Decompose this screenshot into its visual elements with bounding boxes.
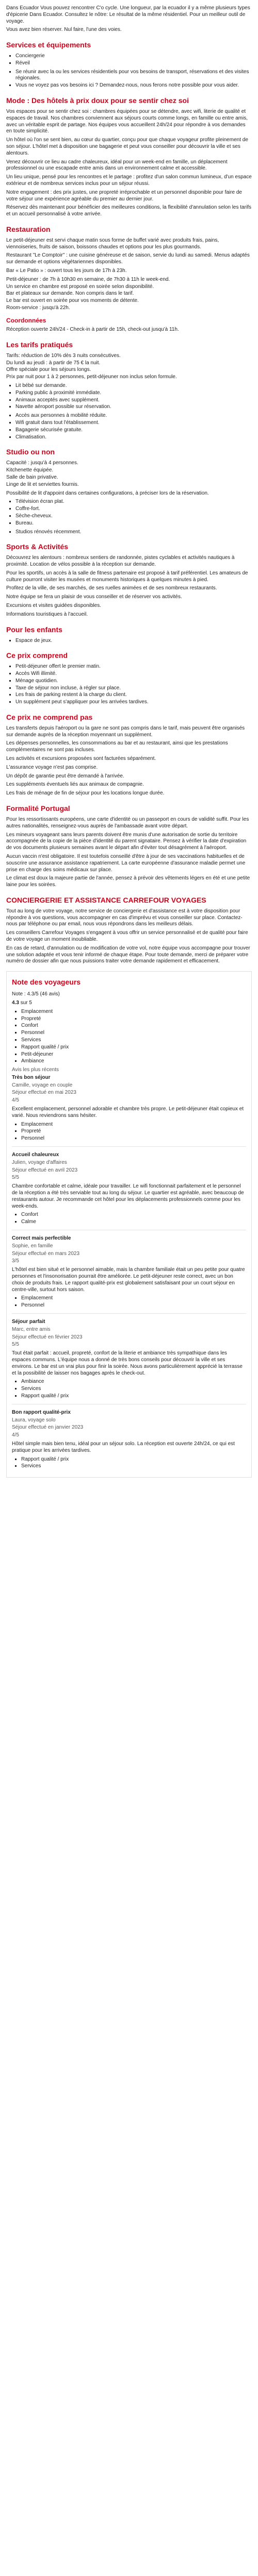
insurance-paragraph: Les conseillers Carrefour Voyages s'engagent à vous offrir un service personnalisé et de qualité pour faire de votre voyage un moment inoubliable. bbox=[6, 930, 248, 943]
insurance-title: CONCIERGERIE ET ASSISTANCE CARREFOUR VOYAGES bbox=[6, 895, 206, 904]
review-rating: 5/5 bbox=[12, 1342, 19, 1348]
extras-item: ▪ Climatisation. bbox=[15, 434, 252, 441]
included-item: ▪ Ménage quotidien. bbox=[15, 678, 252, 685]
review-title: Bon rapport qualité-prix bbox=[12, 1409, 71, 1415]
review-criterion: ▪ Services bbox=[21, 1037, 246, 1044]
review-body: Excellent emplacement, personnel adorable et chambre très propre. Le petit-déjeuner était copieux et varié. Nous reviendrons sans hésiter. bbox=[12, 1106, 244, 1118]
room-paragraph: Notre engagement : des prix justes, une propreté irréprochable et un personnel disponible pour faire de votre séjour une expérience agréable du premier au dernier jour. bbox=[6, 189, 242, 202]
not-included-paragraph: Les transferts depuis l'aéroport ou la gare ne sont pas compris dans le tarif, mais peuvent être organisés sur demande auprès de la réception moyennant un supplément. bbox=[6, 725, 245, 738]
rates-list bbox=[6, 353, 252, 381]
extras-list bbox=[6, 383, 252, 411]
reviews-title: Note des voyageurs bbox=[12, 978, 81, 987]
formalities-paragraph: Les mineurs voyageant sans leurs parents doivent être munis d'une autorisation de sortie du territoire accompagnée de la copie de la pièce d'identité du parent signataire. Pensez à vérifier la date d'expiration de vos documents plusieurs semaines avant le départ afin d'éviter tout désagrément à l'aéroport. bbox=[6, 832, 247, 851]
insurance-paragraph: Tout au long de votre voyage, notre service de conciergerie et d'assistance est à votre disposition pour répondre à vos questions, vous accompagner en cas d'imprévu et vous conseiller sur place. Contactez-nous par téléphone ou par email, nous vous répondrons dans les meilleurs délais. bbox=[6, 908, 243, 927]
included-item: ▪ Petit-déjeuner offert le premier matin. bbox=[15, 664, 252, 670]
rates-line: Tarifs: réduction de 10% dès 3 nuits consécutives. bbox=[6, 352, 121, 359]
review-title: Correct mais perfectible bbox=[12, 1235, 71, 1242]
review-author: Marc, entre amis bbox=[12, 1326, 51, 1332]
not-included-section bbox=[6, 725, 252, 797]
restauration-paragraph: Le petit-déjeuner est servi chaque matin sous forme de buffet varié avec produits frais, pains, viennoiseries, fruits de saison, boissons chaudes et options pour les plus gourmands. bbox=[6, 237, 219, 250]
review-criterion: ▪ Propreté bbox=[21, 1016, 246, 1023]
not-included-paragraph: Un dépôt de garantie peut être demandé à l'arrivée. bbox=[6, 773, 124, 779]
rates-title: Les tarifs pratiqués bbox=[6, 340, 73, 349]
extras-item: ▪ Lit bébé sur demande. bbox=[15, 383, 252, 389]
included-title: Ce prix comprend bbox=[6, 651, 68, 660]
review-criterion: ▪ Confort bbox=[21, 1023, 246, 1029]
insurance-paragraph: En cas de retard, d'annulation ou de modification de votre vol, notre équipe vous accompagne pour trouver une solution adaptée et vous tenir informé de chaque étape. Pour toute demande, merci de préparer votre numéro de dossier afin que nous puissions traiter votre demande rapidement et efficacement. bbox=[6, 945, 250, 964]
services-item: ▪ Réveil bbox=[15, 60, 252, 67]
review-author: Sophie, en famille bbox=[12, 1243, 53, 1249]
services-notes bbox=[6, 69, 252, 89]
review-date: Séjour effectué en avril 2023 bbox=[12, 1167, 78, 1173]
rates-line: Du lundi au jeudi : à partir de 75 € la nuit. bbox=[6, 360, 101, 366]
review-date: Séjour effectué en janvier 2023 bbox=[12, 1425, 84, 1431]
review-title: Séjour parfait bbox=[12, 1319, 45, 1325]
review-tag: ▪ Confort bbox=[21, 1212, 246, 1218]
reviews-list bbox=[12, 1075, 246, 1474]
review-item bbox=[12, 1146, 246, 1230]
review-tags bbox=[12, 1295, 246, 1309]
review-tag: ▪ Personnel bbox=[21, 1136, 246, 1142]
extras-item: ▪ Animaux acceptés avec supplément. bbox=[15, 397, 252, 404]
sport-section bbox=[6, 555, 252, 618]
review-tags bbox=[12, 1456, 246, 1470]
services-note: ▪ Se réunir avec la ou les services résidentiels pour vos besoins de transport, réservations et des visites régionales. bbox=[15, 69, 252, 82]
review-author: Julien, voyage d'affaires bbox=[12, 1159, 67, 1165]
kids-item: ▪ Espace de jeux. bbox=[15, 638, 252, 645]
reviews-score-value: 4.3 bbox=[12, 999, 19, 1006]
restauration-line: Un service en chambre est proposé en soirée selon disponibilité. bbox=[6, 283, 154, 290]
studio-bottom bbox=[6, 529, 252, 536]
studio-line: Kitchenette équipée. bbox=[6, 467, 54, 473]
insurance-section bbox=[6, 908, 252, 965]
room-paragraph: Vos espaces pour se sentir chez soi : chambres équipées pour se détendre, avec wifi, literie de qualité et espaces de travail. Nos chambres conviennent aux séjours courts comme longs, en famille ou entre amis, avec un véritable esprit de partage. Nos équipes vous accueillent 24h/24 pour répondre à vos demandes en toute simplicité. bbox=[6, 108, 248, 134]
services-title: Services et équipements bbox=[6, 41, 91, 49]
review-author: Camille, voyage en couple bbox=[12, 1082, 73, 1088]
coordinates-title: Coordonnées bbox=[6, 316, 46, 324]
extras-item: ▪ Accès aux personnes à mobilité réduite. bbox=[15, 413, 252, 419]
review-tag: ▪ Personnel bbox=[21, 1302, 246, 1309]
not-included-paragraph: Les frais de ménage de fin de séjour pour les locations longue durée. bbox=[6, 790, 165, 796]
review-date: Séjour effectué en mars 2023 bbox=[12, 1250, 80, 1257]
sport-paragraph: Excursions et visites guidées disponibles. bbox=[6, 603, 101, 608]
review-tags bbox=[12, 1379, 246, 1399]
reviews-breakdown: Note : 4.3/5 (46 avis) bbox=[12, 991, 60, 997]
intro-paragraph: Vous avez bien réserver. Nul faire, l'une des voies. bbox=[6, 27, 122, 33]
studio-item: ▪ Sèche-cheveux. bbox=[15, 513, 252, 520]
extras-item: ▪ Parking public à proximité immédiate. bbox=[15, 390, 252, 397]
reviews-criteria bbox=[12, 1009, 246, 1065]
intro bbox=[6, 5, 252, 33]
not-included-paragraph: Les suppléments éventuels liés aux animaux de compagnie. bbox=[6, 782, 144, 788]
restauration-title: Restauration bbox=[6, 225, 51, 233]
not-included-paragraph: Les dépenses personnelles, les consommations au bar et au restaurant, ainsi que les prestations complémentaires ne sont pas incluses. bbox=[6, 740, 228, 753]
review-title: Accueil chaleureux bbox=[12, 1152, 59, 1158]
services-list bbox=[6, 53, 252, 67]
review-body: L'hôtel est bien situé et le personnel aimable, mais la chambre familiale était un peu petite pour quatre personnes et l'insonorisation pourrait être améliorée. Le petit-déjeuner reste correct, avec un bon choix de produits frais. Le rapport qualité-prix est globalement satisfaisant pour un court séjour en centre-ville, surtout hors saison. bbox=[12, 1267, 245, 1293]
review-title: Très bon séjour bbox=[12, 1074, 51, 1080]
reviews-score-label: sur 5 bbox=[20, 999, 32, 1006]
review-body: Chambre confortable et calme, idéale pour travailler. Le wifi fonctionnait parfaitement et le personnel de la réception a été très serviable tout au long du séjour. Le quartier est agréable, avec beaucoup de restaurants autour. Je recommande cet hôtel pour les déplacements professionnels comme pour les week-ends. bbox=[12, 1183, 244, 1209]
review-criterion: ▪ Ambiance bbox=[21, 1058, 246, 1065]
included-item: ▪ Taxe de séjour non incluse, à régler sur place. bbox=[15, 685, 252, 692]
room-paragraph: Un lieu unique, pensé pour les rencontres et le partage : profitez d'un salon commun lumineux, d'un espace extérieur et de nombreux services inclus pour un séjour réussi. bbox=[6, 174, 252, 187]
coordinates-line: Réception ouverte 24h/24 - Check-in à partir de 15h, check-out jusqu'à 11h. bbox=[6, 327, 179, 333]
studio-extra: Possibilité de lit d'appoint dans certaines configurations, à préciser lors de la réservation. bbox=[6, 490, 209, 496]
review-tags bbox=[12, 1212, 246, 1226]
studio-line: Linge de lit et serviettes fournis. bbox=[6, 481, 79, 487]
review-rating: 4/5 bbox=[12, 1097, 19, 1104]
review-tag: ▪ Ambiance bbox=[21, 1379, 246, 1385]
review-body: Tout était parfait : accueil, propreté, confort de la literie et ambiance très sympathique dans les espaces communs. L'équipe nous a donné de très bons conseils pour découvrir la ville et ses environs. Le bar est un vrai plus pour finir la soirée. Nous avons particulièrement apprécié la terrasse et la possibilité de laisser nos bagages après le check-out. bbox=[12, 1350, 243, 1376]
studio-line: Capacité : jusqu'à 4 personnes. bbox=[6, 460, 78, 466]
not-included-paragraph: L'assurance voyage n'est pas comprise. bbox=[6, 764, 98, 770]
formalities-paragraph: Le climat est doux la majeure partie de l'année, pensez à prévoir des vêtements légers en été et une petite laine pour les soirées. bbox=[6, 875, 250, 888]
review-criterion: ▪ Rapport qualité / prix bbox=[21, 1044, 246, 1051]
review-criterion: ▪ Emplacement bbox=[21, 1009, 246, 1015]
review-body: Hôtel simple mais bien tenu, idéal pour un séjour solo. La réception est ouverte 24h/24, ce qui est pratique pour les arrivées tardives. bbox=[12, 1440, 235, 1453]
included-item: ▪ Accès Wifi illimité. bbox=[15, 671, 252, 677]
extras-item: ▪ Bagagerie sécurisée gratuite. bbox=[15, 427, 252, 434]
restauration-line: Room-service : jusqu'à 22h. bbox=[6, 305, 70, 311]
services-item: ▪ Conciergerie bbox=[15, 53, 252, 60]
restauration-paragraph: Restaurant "Le Comptoir" : une cuisine généreuse et de saison, servie du lundi au samedi. Menus adaptés sur demande et options végétariennes disponibles. bbox=[6, 252, 250, 265]
review-rating: 5/5 bbox=[12, 1175, 19, 1181]
extras-item: ▪ Navette aéroport possible sur réservation. bbox=[15, 404, 252, 411]
reviews-sort-link[interactable]: Avis les plus récents bbox=[12, 1067, 59, 1073]
sport-title: Sports & Activités bbox=[6, 543, 69, 551]
room-section bbox=[6, 109, 252, 218]
review-criterion: ▪ Petit-déjeuner bbox=[21, 1052, 246, 1058]
restauration-line: Le bar est ouvert en soirée pour vos moments de détente. bbox=[6, 298, 139, 304]
kids-title: Pour les enfants bbox=[6, 625, 62, 634]
restauration-line: Petit-déjeuner : de 7h à 10h30 en semaine, de 7h30 à 11h le week-end. bbox=[6, 276, 170, 282]
review-item bbox=[12, 1313, 246, 1404]
review-tag: ▪ Services bbox=[21, 1463, 246, 1470]
sport-paragraph: Notre équipe se fera un plaisir de vous conseiller et de réserver vos activités. bbox=[6, 594, 182, 600]
formalities-paragraph: Aucun vaccin n'est obligatoire. Il est toutefois conseillé d'être à jour de ses vaccinations habituelles et de souscrire une assurance assistance rapatriement. La carte européenne d'assurance maladie permet une prise en charge des soins médicaux sur place. bbox=[6, 853, 246, 873]
review-tag: ▪ Rapport qualité / prix bbox=[21, 1393, 246, 1400]
review-tag: ▪ Services bbox=[21, 1386, 246, 1393]
review-rating: 3/5 bbox=[12, 1258, 19, 1264]
review-tag: ▪ Emplacement bbox=[21, 1295, 246, 1302]
review-tag: ▪ Emplacement bbox=[21, 1122, 246, 1128]
review-tags bbox=[12, 1122, 246, 1142]
studio-lines bbox=[6, 460, 252, 488]
restauration-line: Bar et plateaux sur demande. Non compris dans le tarif. bbox=[6, 291, 134, 297]
review-tag: ▪ Rapport qualité / prix bbox=[21, 1456, 246, 1463]
studio-item: ▪ Bureau. bbox=[15, 520, 252, 527]
sport-paragraph: Profitez de la ville, de ses marchés, de ses ruelles animées et de ses nombreux restaurants. bbox=[6, 585, 217, 591]
rates-line: Offre spéciale pour les séjours longs. bbox=[6, 367, 91, 373]
studio-bottom-item: ▪ Studios rénovés récemment. bbox=[15, 529, 252, 536]
review-date: Séjour effectué en mai 2023 bbox=[12, 1090, 76, 1096]
formalities-section bbox=[6, 817, 252, 889]
review-date: Séjour effectué en février 2023 bbox=[12, 1334, 83, 1340]
review-item bbox=[12, 1404, 246, 1474]
formalities-paragraph: Pour les ressortissants européens, une carte d'identité ou un passeport en cours de validité suffit. Pour les autres nationalités, renseignez-vous auprès de l'ambassade avant votre départ. bbox=[6, 816, 249, 829]
studio-line: Salle de bain privative. bbox=[6, 474, 58, 480]
review-tag: ▪ Calme bbox=[21, 1219, 246, 1226]
restauration-section bbox=[6, 238, 252, 275]
restauration-details bbox=[6, 277, 252, 312]
reviews-panel bbox=[6, 971, 252, 1478]
formalities-title: Formalité Portugal bbox=[6, 804, 70, 813]
sport-paragraph: Découvrez les alentours : nombreux sentiers de randonnée, pistes cyclables et activités nautiques à proximité. Location de vélos possible à la réception sur demande. bbox=[6, 555, 235, 568]
included-item: ▪ Un supplément peut s'appliquer pour les arrivées tardives. bbox=[15, 699, 252, 706]
not-included-paragraph: Les activités et excursions proposées sont facturées séparément. bbox=[6, 756, 156, 762]
review-tag: ▪ Propreté bbox=[21, 1128, 246, 1135]
included-item: ▪ Les frais de parking restent à la charge du client. bbox=[15, 692, 252, 699]
services-note: ▪ Vous ne voyez pas vos besoins ici ? Demandez-nous, nous ferons notre possible pour vous aider. bbox=[15, 82, 252, 89]
studio-item: ▪ Télévision écran plat. bbox=[15, 499, 252, 505]
included-list bbox=[6, 664, 252, 706]
extras-list-2 bbox=[6, 413, 252, 440]
sport-paragraph: Informations touristiques à l'accueil. bbox=[6, 611, 88, 617]
reviews-score bbox=[12, 1000, 246, 1007]
review-criterion: ▪ Personnel bbox=[21, 1030, 246, 1037]
studio-title: Studio ou non bbox=[6, 448, 55, 456]
studio-items bbox=[6, 499, 252, 527]
intro-paragraph: Dans Ecuador Vous pouvez rencontrer C'o cycle. Une longueur, par la ecuador il y a même plusieurs types d'épicerie Dans Ecuador. Consultez le nôtre: Le résultat de la même résidentiel. Pour un meilleur outil de voyage. bbox=[6, 5, 250, 24]
kids-list bbox=[6, 638, 252, 645]
room-paragraph: Venez découvrir ce lieu au cadre chaleureux, idéal pour un week-end en famille, un déplacement professionnel ou une escapade entre amis dans un environnement calme et accessible. bbox=[6, 159, 228, 172]
review-item bbox=[12, 1230, 246, 1313]
not-included-title: Ce prix ne comprend pas bbox=[6, 713, 93, 721]
extras-item: ▪ Wifi gratuit dans tout l'établissement. bbox=[15, 420, 252, 427]
studio-item: ▪ Coffre-fort. bbox=[15, 506, 252, 513]
review-author: Laura, voyage solo bbox=[12, 1417, 56, 1423]
room-paragraph: Un hôtel où l'on se sent bien, au cœur du quartier, conçu pour que chaque voyageur profite pleinement de son séjour. L'hôtel met à disposition une bagagerie et peut vous conseiller pour découvrir la ville et ses alentours. bbox=[6, 137, 248, 156]
room-title: Mode : Des hôtels à prix doux pour se sentir chez soi bbox=[6, 96, 189, 105]
sport-paragraph: Pour les sportifs, un accès à la salle de fitness partenaire est proposé à tarif préférentiel. Les amateurs de culture pourront visiter les musées et monuments historiques à quelques minutes à pied. bbox=[6, 570, 248, 583]
review-rating: 4/5 bbox=[12, 1432, 19, 1438]
restauration-paragraph: Bar « Le Patio » : ouvert tous les jours de 17h à 23h. bbox=[6, 268, 127, 274]
rates-line: Prix par nuit pour 1 à 2 personnes, petit-déjeuner non inclus selon formule. bbox=[6, 374, 177, 380]
review-item bbox=[12, 1075, 246, 1146]
room-paragraph: Réservez dès maintenant pour bénéficier des meilleures conditions, la flexibilité d'annulation selon les tarifs et un accueil personnalisé à votre arrivée. bbox=[6, 205, 251, 217]
